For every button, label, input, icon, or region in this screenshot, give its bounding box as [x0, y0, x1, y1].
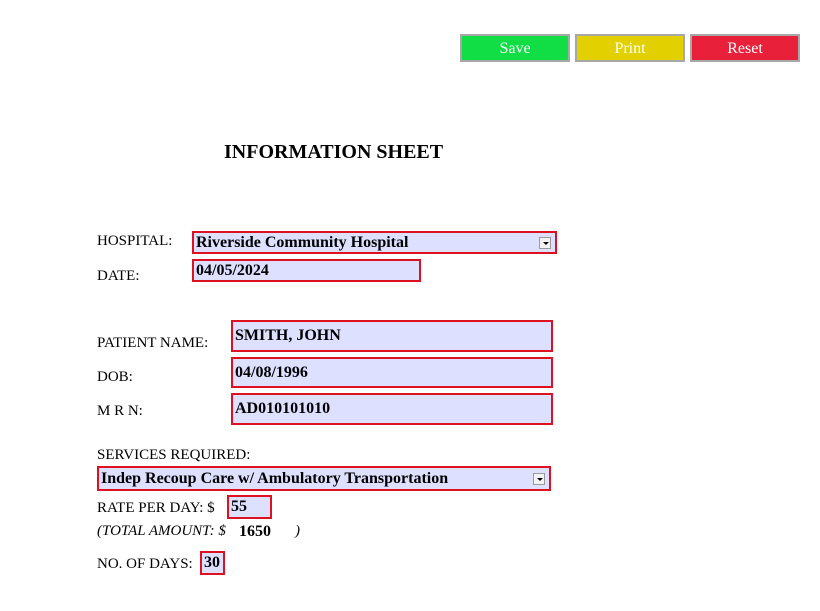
reset-button[interactable]: Reset	[690, 34, 800, 62]
chevron-down-icon[interactable]	[533, 473, 545, 485]
mrn-label: M R N:	[97, 403, 143, 419]
services-required-label: SERVICES REQUIRED:	[97, 447, 251, 463]
print-button[interactable]: Print	[575, 34, 685, 62]
services-required-select[interactable]	[97, 466, 551, 491]
hospital-label: HOSPITAL:	[97, 233, 173, 249]
hospital-select[interactable]	[192, 231, 557, 254]
save-button[interactable]: Save	[460, 34, 570, 62]
hospital-select-value: Riverside Community Hospital	[196, 234, 409, 251]
page-title: INFORMATION SHEET	[224, 141, 444, 163]
total-amount-label: (TOTAL AMOUNT: $	[97, 523, 226, 539]
chevron-down-icon[interactable]	[539, 237, 551, 249]
no-of-days-label: NO. OF DAYS:	[97, 556, 193, 572]
date-label: DATE:	[97, 268, 140, 284]
mrn-field[interactable]: AD010101010	[231, 393, 553, 425]
rate-per-day-field[interactable]: 55	[227, 495, 272, 519]
total-amount-close-paren: )	[295, 523, 300, 539]
dob-field[interactable]: 04/08/1996	[231, 357, 553, 388]
patient-name-label: PATIENT NAME:	[97, 335, 209, 351]
date-field[interactable]: 04/05/2024	[192, 259, 421, 282]
services-required-value: Indep Recoup Care w/ Ambulatory Transportation	[101, 470, 449, 487]
patient-name-field[interactable]: SMITH, JOHN	[231, 320, 553, 352]
rate-per-day-label: RATE PER DAY: $	[97, 500, 215, 516]
total-amount-value: 1650	[239, 523, 271, 540]
dob-label: DOB:	[97, 369, 133, 385]
no-of-days-field[interactable]: 30	[200, 551, 225, 575]
